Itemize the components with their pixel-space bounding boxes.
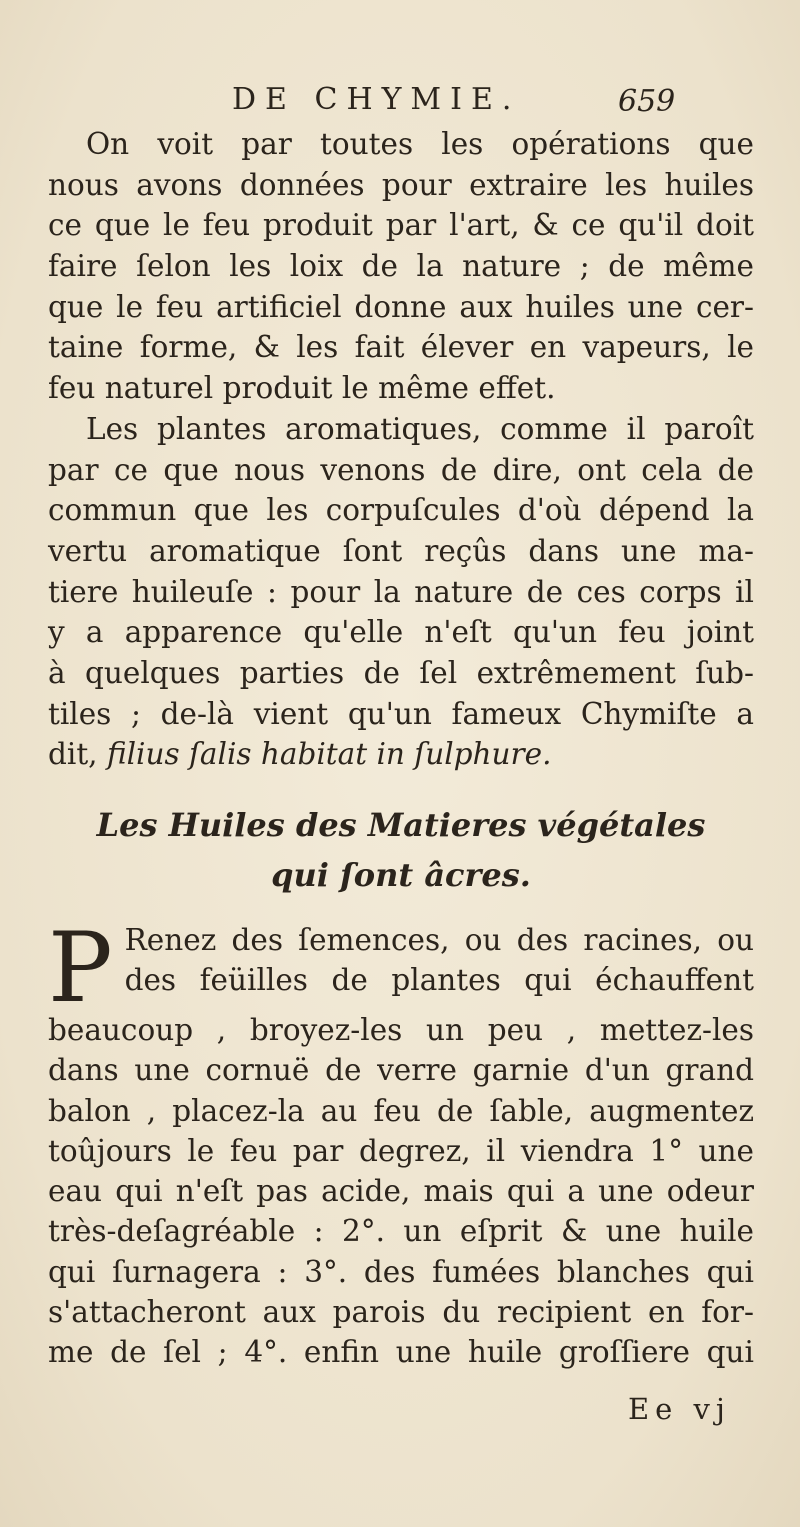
text-line: eau qui n'eſt pas acide, mais qui a une odeur bbox=[48, 1174, 754, 1209]
text-line: taine forme, & les fait élever en vapeurs, le bbox=[48, 330, 754, 365]
text-line: On voit par toutes les opérations que bbox=[86, 127, 754, 161]
text-line: à quelques parties de ſel extrêmement ſub- bbox=[48, 655, 754, 690]
text-line: toûjours le feu par degrez, il viendra 1° une bbox=[48, 1133, 754, 1168]
line-prefix: dit, bbox=[48, 737, 107, 772]
text-line: vertu aromatique ſont reçûs dans une ma- bbox=[48, 533, 754, 568]
text-line: que le feu artificiel donne aux huiles une cer- bbox=[48, 289, 754, 324]
body-text bbox=[48, 124, 754, 775]
heading-line-1: Les Huiles des Matieres végétales bbox=[96, 806, 706, 844]
text-line: par ce que nous venons de dire, ont cela de bbox=[48, 452, 754, 487]
text-line: commun que les corpuſcules d'où dépend la bbox=[48, 493, 754, 528]
catchword: Ee vj bbox=[628, 1392, 731, 1426]
heading-line-2: qui ſont âcres. bbox=[271, 856, 531, 894]
running-head bbox=[0, 82, 800, 122]
drop-cap: P bbox=[48, 912, 113, 1024]
text-line: nous avons données pour extraire les huiles bbox=[48, 167, 754, 202]
page-number: 659 bbox=[618, 84, 676, 119]
text-line: s'attacheront aux parois du recipient en for- bbox=[48, 1295, 754, 1330]
text-line: ce que le feu produit par l'art, & ce qu'il doit bbox=[48, 208, 754, 243]
running-head-title: DE CHYMIE. bbox=[232, 82, 521, 117]
latin-quote: filius ſalis habitat in ſulphure. bbox=[106, 737, 552, 772]
recipe-paragraph bbox=[48, 912, 754, 1373]
text-line: balon , placez-la au feu de ſable, augmentez bbox=[48, 1093, 754, 1128]
text-line: des feüilles de plantes qui échauffent bbox=[124, 963, 754, 998]
text-line: Les plantes aromatiques, comme il paroît bbox=[86, 411, 754, 446]
text-line: tiere huileuſe : pour la nature de ces corps il bbox=[48, 574, 754, 609]
text-line: Renez des ſemences, ou des racines, ou bbox=[124, 923, 754, 957]
text-line: faire ſelon les loix de la nature ; de même bbox=[48, 249, 754, 284]
text-line: qui ſurnagera : 3°. des fumées blanches qui bbox=[48, 1254, 754, 1289]
text-line: me de ſel ; 4°. enfin une huile groſſiere qui bbox=[48, 1335, 754, 1370]
text-line: tiles ; de-là vient qu'un fameux Chymiſte a bbox=[48, 696, 754, 731]
text-line: dans une cornuë de verre garnie d'un grand bbox=[48, 1053, 754, 1088]
text-line: feu naturel produit le même effet. bbox=[48, 371, 556, 406]
text-line: y a apparence qu'elle n'eſt qu'un feu joint bbox=[48, 615, 754, 650]
text-line: beaucoup , broyez-les un peu , mettez-les bbox=[48, 1013, 754, 1047]
section-heading bbox=[48, 800, 754, 900]
text-line: très-deſagréable : 2°. un eſprit & une huile bbox=[48, 1214, 754, 1249]
text-line bbox=[48, 734, 754, 775]
